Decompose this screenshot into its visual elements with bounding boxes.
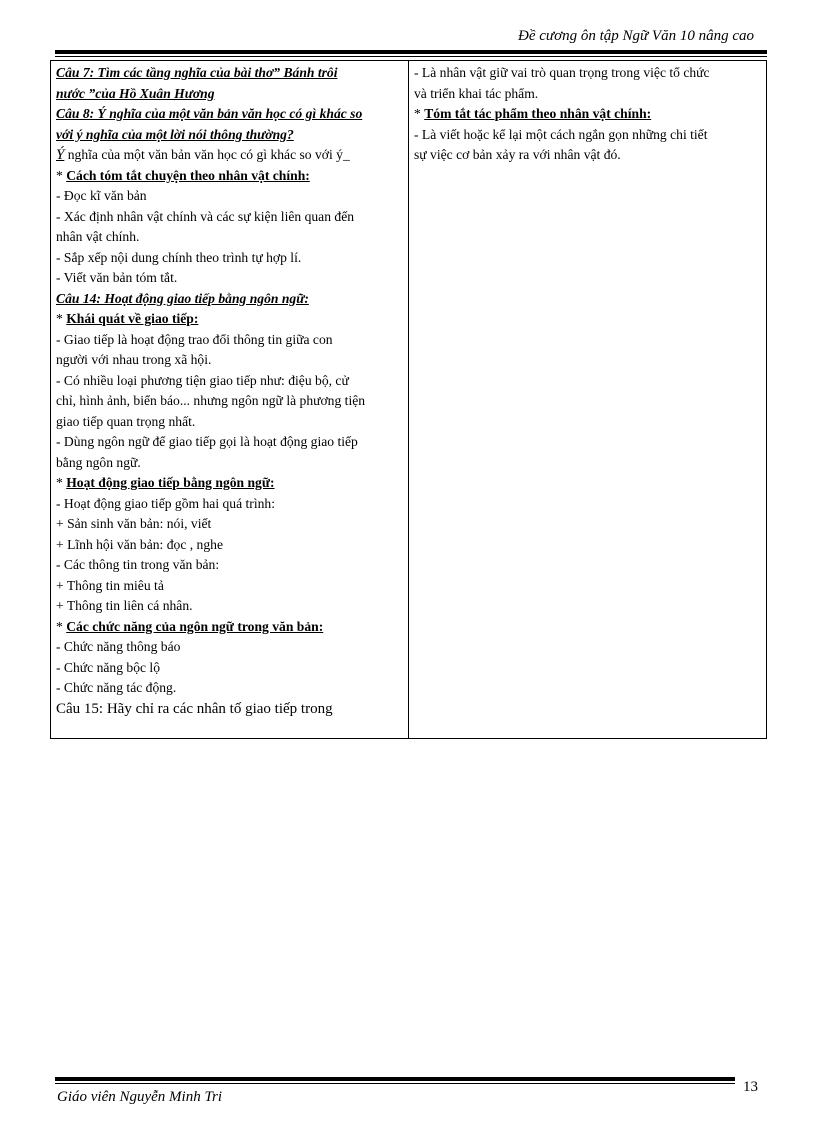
right-column bbox=[409, 61, 766, 738]
activity-item: - Các thông tin trong văn bản: bbox=[56, 557, 220, 572]
summary-heading-text: Cách tóm tắt chuyện theo nhân vật chính: bbox=[66, 167, 310, 183]
summary-item: - Sắp xếp nội dung chính theo trình tự hợp lí. bbox=[56, 249, 302, 265]
overview-heading-text: Khái quát về giao tiếp: bbox=[66, 311, 199, 326]
intro-line-2: và triển khai tác phẩm. bbox=[414, 85, 539, 101]
activity-item: + Thông tin miêu tả bbox=[56, 577, 164, 593]
overview-item: chỉ, hình ảnh, biển báo... nhưng ngôn ngữ là phương tiện bbox=[56, 393, 366, 408]
function-item: - Chức năng tác động. bbox=[56, 680, 177, 695]
activity-star: * bbox=[56, 475, 67, 490]
activity-heading-text: Hoạt động giao tiếp bằng ngôn ngữ: bbox=[66, 475, 275, 490]
header-rule-thin bbox=[55, 56, 767, 57]
question-8-line-2: với ý nghĩa của một lời nói thông thường? bbox=[56, 126, 294, 142]
question-14-heading: Câu 14: Hoạt động giao tiếp bằng ngôn ngữ: bbox=[56, 290, 309, 306]
summary-item: - Viết văn bản tóm tắt. bbox=[56, 270, 178, 285]
activity-item: + Thông tin liên cá nhân. bbox=[56, 598, 193, 613]
header-title: Đề cương ôn tập Ngữ Văn 10 nâng cao bbox=[517, 28, 754, 44]
footer-rule-thick bbox=[55, 1077, 735, 1081]
summary-heading bbox=[56, 166, 402, 187]
activity-item: + Sản sinh văn bản: nói, viết bbox=[56, 516, 212, 531]
question-15-line: Câu 15: Hãy chỉ ra các nhân tố giao tiếp trong bbox=[56, 700, 333, 717]
work-summary-heading-text: Tóm tắt tác phẩm theo nhân vật chính: bbox=[424, 106, 652, 121]
question-7-line-2: nước ”của Hồ Xuân Hương bbox=[56, 85, 215, 101]
content-table bbox=[50, 60, 767, 739]
overview-item: người với nhau trong xã hội. bbox=[56, 352, 212, 367]
function-item: - Chức năng thông báo bbox=[56, 639, 181, 654]
work-summary-line-1: - Là viết hoặc kể lại một cách ngắn gọn những chi tiết bbox=[414, 126, 708, 142]
overview-star: * bbox=[56, 311, 67, 326]
header-rule-thick bbox=[55, 50, 767, 54]
function-star: * bbox=[56, 618, 67, 634]
summary-item: nhân vật chính. bbox=[56, 229, 140, 244]
activity-item: + Lĩnh hội văn bản: đọc , nghe bbox=[56, 536, 223, 552]
function-item: - Chức năng bộc lộ bbox=[56, 659, 161, 675]
activity-item: - Hoạt động giao tiếp gồm hai quá trình: bbox=[56, 495, 275, 511]
overview-item: giao tiếp quan trọng nhất. bbox=[56, 413, 196, 429]
question-8-answer-text: nghĩa của một văn bản văn học có gì khác so với ý_ bbox=[64, 147, 350, 162]
summary-item: - Xác định nhân vật chính và các sự kiện liên quan đến bbox=[56, 208, 355, 224]
work-summary-heading bbox=[414, 104, 760, 125]
overview-item: - Có nhiều loại phương tiện giao tiếp như: điệu bộ, cử bbox=[56, 372, 349, 388]
summary-item: - Đọc kĩ văn bản bbox=[56, 188, 147, 203]
summary-star: * bbox=[56, 167, 67, 183]
footer-teacher-name: Giáo viên Nguyễn Minh Tri bbox=[57, 1089, 222, 1105]
left-column bbox=[51, 61, 409, 738]
intro-line-1: - Là nhân vật giữ vai trò quan trọng trong việc tổ chức bbox=[414, 65, 710, 80]
work-summary-star: * bbox=[414, 106, 425, 121]
function-heading-text: Các chức năng của ngôn ngữ trong văn bản: bbox=[66, 618, 324, 634]
overview-item: - Dùng ngôn ngữ để giao tiếp gọi là hoạt động giao tiếp bbox=[56, 434, 358, 449]
page-number: 13 bbox=[743, 1079, 758, 1095]
activity-heading bbox=[56, 473, 402, 494]
function-heading bbox=[56, 617, 402, 638]
question-8-answer-initial: Ý bbox=[56, 147, 65, 163]
overview-item: - Giao tiếp là hoạt động trao đổi thông tin giữa con bbox=[56, 331, 333, 347]
work-summary-line-2: sự việc cơ bản xảy ra với nhân vật đó. bbox=[414, 147, 621, 162]
question-8-line-1: Câu 8: Ý nghĩa của một văn bản văn học có gì khác so bbox=[56, 106, 363, 121]
overview-item: bằng ngôn ngữ. bbox=[56, 454, 141, 470]
question-7-line-1: Câu 7: Tìm các tầng nghĩa của bài thơ” Bánh trôi bbox=[56, 65, 338, 80]
footer-rule-thin bbox=[55, 1083, 735, 1084]
question-8-answer bbox=[56, 145, 402, 166]
overview-heading bbox=[56, 309, 402, 330]
